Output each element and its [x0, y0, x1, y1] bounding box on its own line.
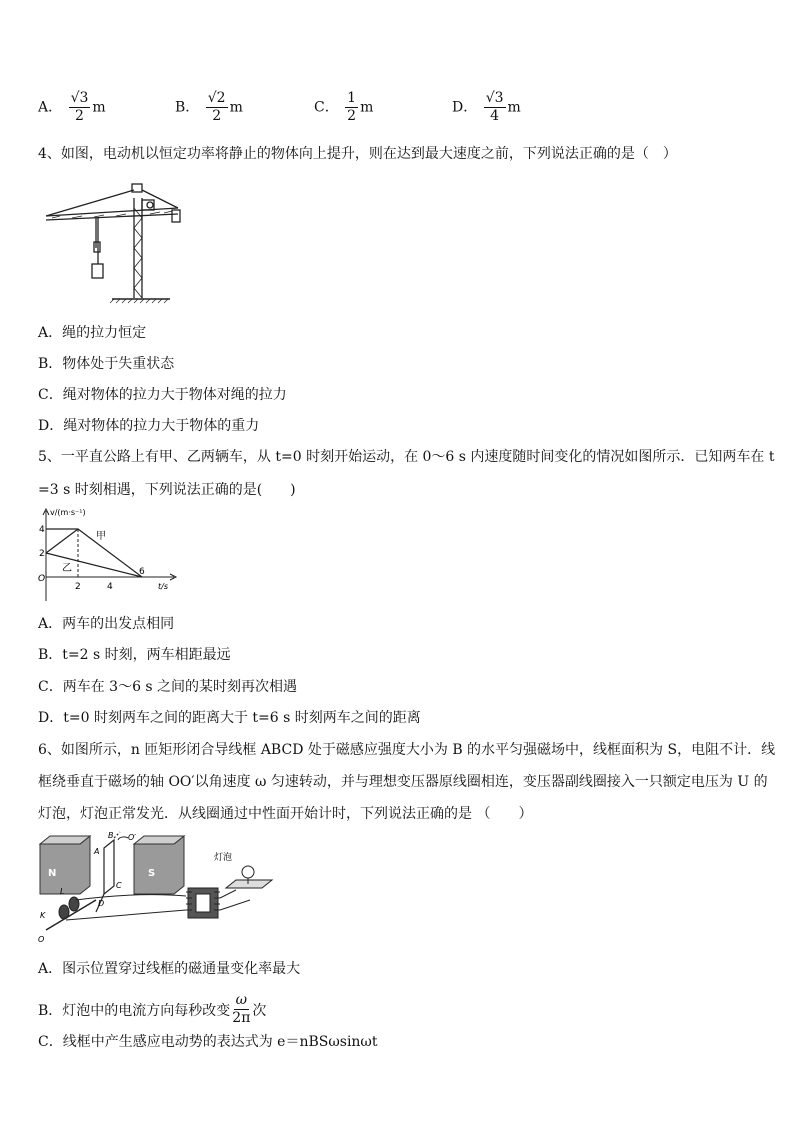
xtick-4: 4: [107, 582, 113, 592]
velocity-time-chart: [30, 505, 180, 605]
fraction: $\frac{√3}{2}$: [70, 90, 89, 124]
fraction: $\frac{√3}{4}$: [485, 90, 504, 124]
xtick-6: 6: [139, 567, 145, 577]
label-o-prime: O′: [128, 833, 137, 842]
xtick-2: 2: [75, 582, 81, 592]
q4-option-c: C．绳对物体的拉力大于物体对绳的拉力: [38, 387, 287, 403]
q6-option-b: B．灯泡中的电流方向每秒改变 $\frac{\omega}{2\pi}$ 次: [38, 992, 267, 1026]
q5-stem-line2: =3 s 时刻相遇，下列说法正确的是( ): [38, 482, 296, 498]
label-k: K: [40, 911, 46, 920]
q3-option-c: C． $\frac{1}{2}$ m: [314, 90, 374, 124]
bulb-icon: [242, 866, 254, 878]
series-yi-rise-line: [46, 529, 78, 553]
tower-crane-figure: [42, 178, 182, 304]
generator-transformer-figure: [36, 830, 276, 946]
q3-option-a: A． $\frac{√3}{2}$ m: [38, 90, 106, 124]
slip-rings: [46, 897, 96, 930]
x-axis-label: t/s: [158, 582, 168, 591]
label-bulb: 灯泡: [214, 853, 233, 863]
q5-stem-line1: 5、一平直公路上有甲、乙两辆车，从 t=0 时刻开始运动，在 0～6 s 内速度随时间变化的情况如图所示．已知两车在 t: [38, 449, 775, 465]
rotation-arrow: [118, 837, 128, 840]
label-n: N: [48, 868, 57, 879]
label-b: B: [108, 831, 114, 840]
series-jia-label: 甲: [96, 531, 106, 542]
ytick-2: 2: [39, 549, 45, 559]
q5-option-b: B．t=2 s 时刻，两车相距最远: [38, 647, 231, 663]
magnet-s: [134, 836, 184, 894]
q5-option-a: A．两车的出发点相同: [38, 616, 175, 632]
fraction: $\frac{√2}{2}$: [207, 90, 226, 124]
q6-stem-line3: 灯泡，灯泡正常发光．从线圈通过中性面开始计时，下列说法正确的是 （ ）: [38, 806, 533, 822]
fraction: $\frac{1}{2}$: [347, 90, 357, 124]
ytick-4: 4: [39, 525, 45, 535]
label-a: A: [94, 847, 100, 856]
q3-option-d: D． $\frac{√3}{4}$ m: [452, 90, 521, 124]
q5-option-c: C．两车在 3～6 s 之间的某时刻再次相遇: [38, 679, 298, 695]
q4-option-b: B．物体处于失重状态: [38, 356, 175, 372]
q4-option-d: D．绳对物体的拉力大于物体的重力: [38, 418, 260, 434]
label-o: O: [38, 935, 45, 944]
label-l: L: [60, 887, 65, 896]
label-c: C: [116, 881, 122, 890]
series-jia-line: [46, 529, 142, 577]
bulb-board: [226, 866, 272, 888]
y-axis-label: v/(m·s⁻¹): [50, 508, 86, 517]
transformer: [186, 888, 220, 918]
q6-option-a: A．图示位置穿过线框的磁通量变化率最大: [38, 961, 301, 977]
label-s: S: [148, 868, 156, 879]
series-yi-line: [46, 553, 142, 577]
q3-option-b: B． $\frac{√2}{2}$ m: [175, 90, 243, 124]
q6-stem-line2: 框绕垂直于磁场的轴 OO′以角速度 ω 匀速转动，并与理想变压器原线圈相连，变压器副线圈接入一只额定电压为 U 的: [38, 774, 768, 790]
q6-option-c: C．线框中产生感应电动势的表达式为 e＝nBSωsinωt: [38, 1034, 378, 1050]
label-d: D: [98, 899, 105, 908]
q5-option-d: D．t=0 时刻两车之间的距离大于 t=6 s 时刻两车之间的距离: [38, 710, 421, 726]
q6-stem-line1: 6、如图所示，n 匝矩形闭合导线框 ABCD 处于磁感应强度大小为 B 的水平匀强磁场中，线框面积为 S，电阻不计．线: [38, 742, 776, 758]
series-yi-label: 乙: [62, 563, 72, 574]
magnet-n: [40, 836, 90, 894]
fraction-omega-over-2pi: $\frac{\omega}{2\pi}$: [232, 992, 251, 1026]
q4-stem: 4、如图，电动机以恒定功率将静止的物体向上提升，则在达到最大速度之前，下列说法正确的是（ ）: [38, 146, 677, 162]
q4-option-a: A．绳的拉力恒定: [38, 325, 147, 341]
origin-label: O: [38, 574, 46, 584]
wires: [66, 890, 250, 920]
